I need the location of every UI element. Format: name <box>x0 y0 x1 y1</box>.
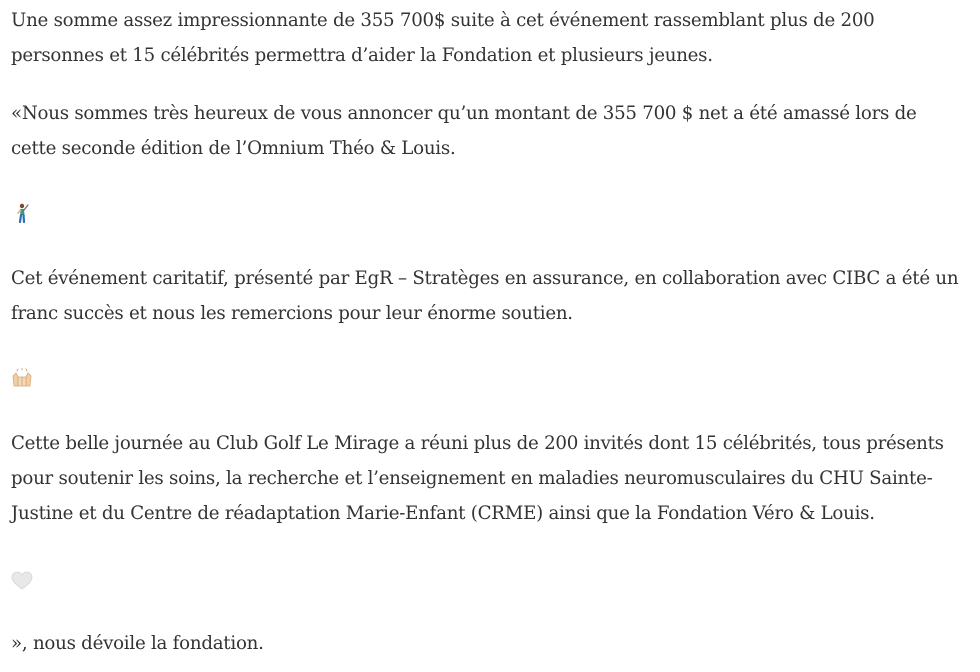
golfer-icon <box>11 201 31 223</box>
paragraph-sponsor: Cet événement caritatif, présenté par EgR – Stratèges en assurance, en collaboration avec CIBC a été un franc succès et nous les remercions pour leur énorme soutien. <box>11 268 959 324</box>
raised-hands-icon <box>11 367 31 389</box>
paragraph-intro: Une somme assez impressionnante de 355 700$ suite à cet événement rassemblant plus de 200 personnes et 15 célébrités permettra d’aider la Fondation et plusieurs jeunes. <box>11 10 875 66</box>
white-heart-icon <box>11 568 31 590</box>
paragraph-closing: », nous dévoile la fondation. <box>11 633 264 654</box>
paragraph-day: Cette belle journée au Club Golf Le Mirage a réuni plus de 200 invités dont 15 célébrités, tous présents pour soutenir les soins, la recherche et l’enseignement en maladies neuromusculaires du CHU Sainte-Justine et du Centre de réadaptation Marie-Enfant (CRME) ainsi que la Fondation Véro & Louis. <box>11 433 944 524</box>
paragraph-quote-open: «Nous sommes très heureux de vous annoncer qu’un montant de 355 700 $ net a été amassé lors de cette seconde édition de l’Omnium Théo & Louis. <box>11 103 917 159</box>
